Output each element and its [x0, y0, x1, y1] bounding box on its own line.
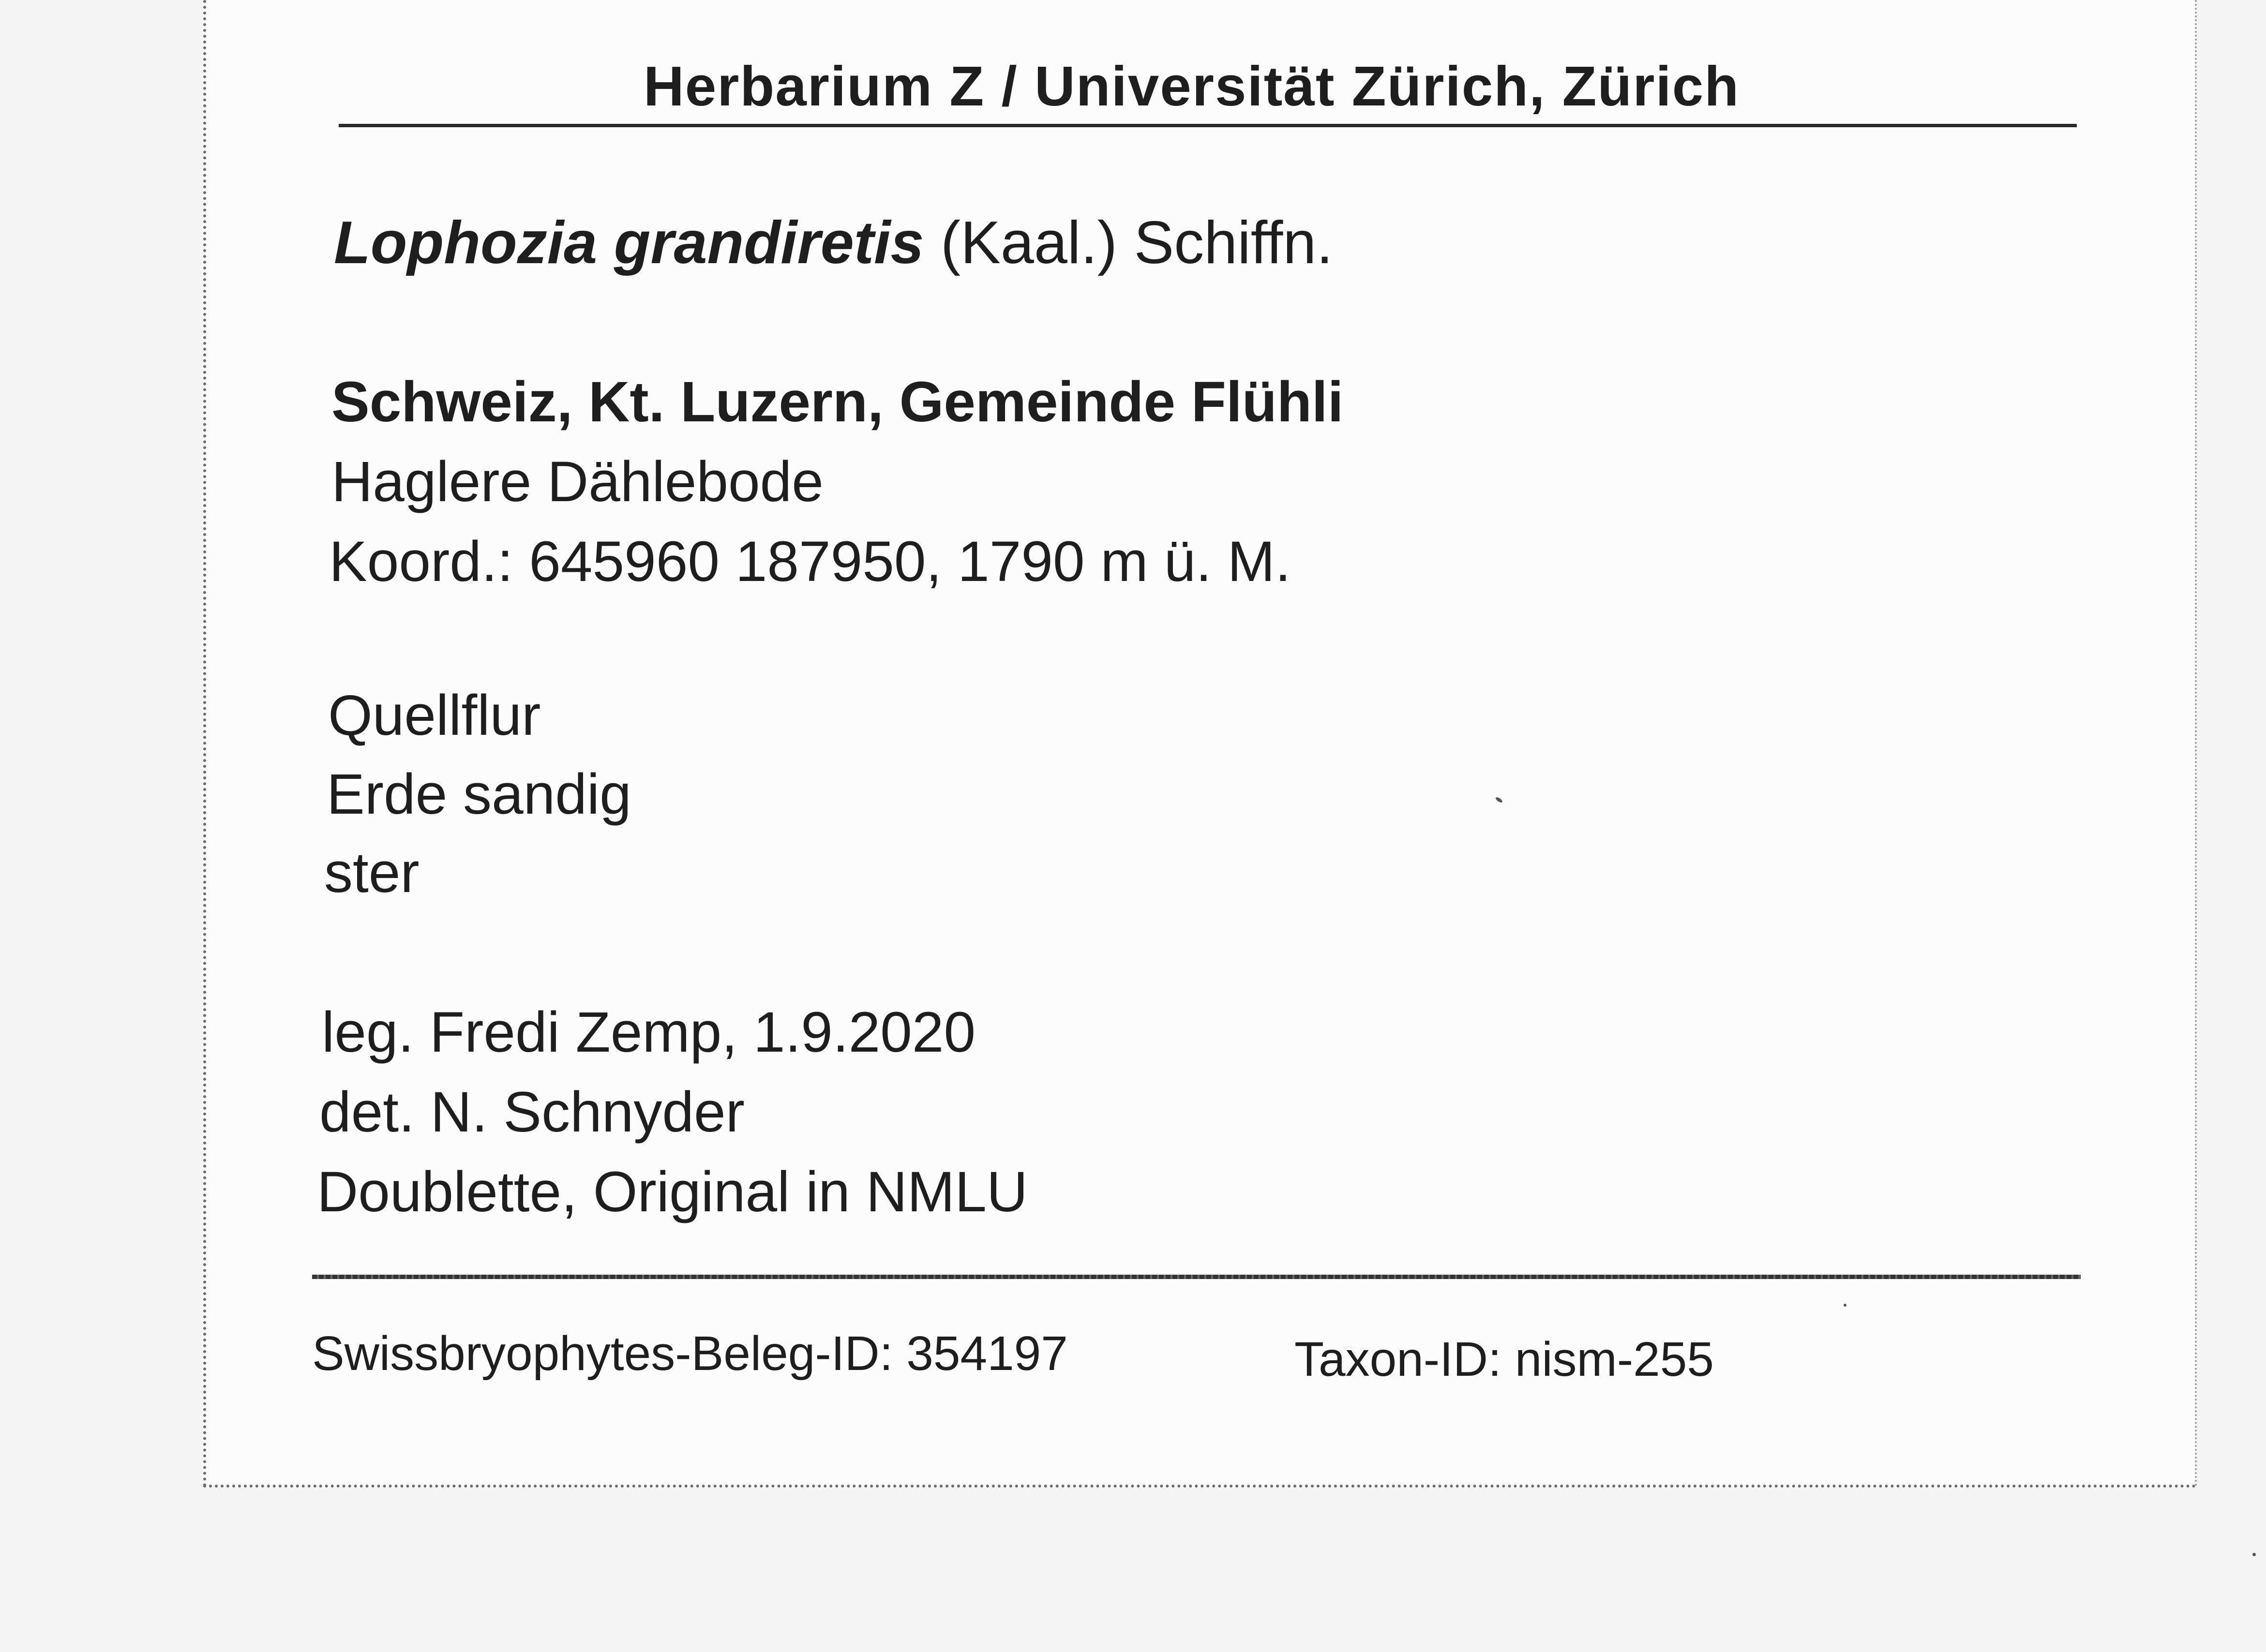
- beleg-id: Swissbryophytes-Beleg-ID: 354197: [312, 1326, 1068, 1381]
- determiner-line: det. N. Schnyder: [319, 1080, 745, 1144]
- footer-rule: [312, 1275, 2081, 1279]
- taxon-author: (Kaal.) Schiffn.: [924, 209, 1333, 276]
- habitat-line-3: ster: [324, 841, 420, 905]
- duplicate-note: Doublette, Original in NMLU: [317, 1160, 1028, 1224]
- taxon-name: [334, 209, 1333, 276]
- header-rule: [339, 124, 2077, 127]
- habitat-line-2: Erde sandig: [327, 762, 631, 826]
- locality-region: Schweiz, Kt. Luzern, Gemeinde Flühli: [331, 370, 1344, 434]
- taxon-scientific-name: Lophozia grandiretis: [334, 209, 924, 276]
- paper-speck: [1844, 1304, 1846, 1307]
- paper-speck: [2252, 1553, 2256, 1556]
- habitat-line-1: Quellflur: [328, 684, 541, 747]
- herbarium-header: Herbarium Z / Universität Zürich, Zürich: [644, 55, 1740, 118]
- collector-line: leg. Fredi Zemp, 1.9.2020: [322, 1000, 976, 1064]
- locality-site: Haglere Dählebode: [331, 450, 824, 514]
- taxon-id: Taxon-ID: nism-255: [1294, 1332, 1714, 1386]
- locality-coordinates: Koord.: 645960 187950, 1790 m ü. M.: [329, 530, 1291, 594]
